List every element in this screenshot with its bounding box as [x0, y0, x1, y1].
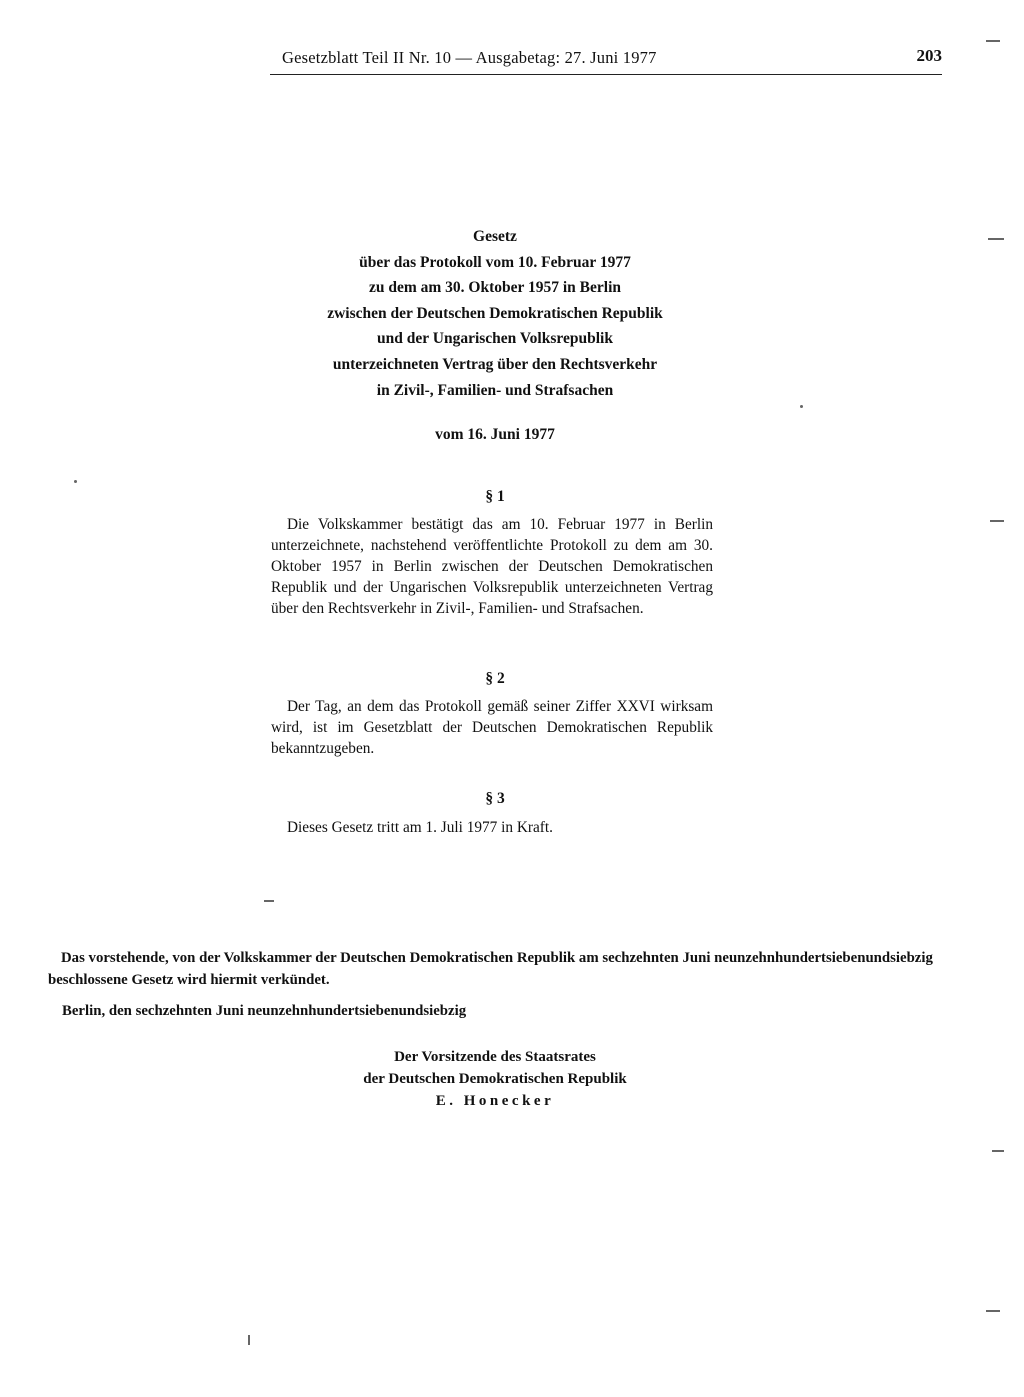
section-2-text [271, 696, 713, 759]
law-title-line: über das Protokoll vom 10. Februar 1977 [359, 253, 631, 271]
promulgation-body: Das vorstehende, von der Volkskammer der Deutschen Demokratischen Republik am sechzehnten Juni neunzehnhundertsiebenundsiebzig beschlossene Gesetz wird hiermit verkündet. [48, 950, 933, 988]
scan-speck [800, 405, 803, 408]
scan-speck [986, 40, 1000, 42]
section-1-text [271, 514, 713, 619]
section-3-heading: § 3 [485, 790, 505, 807]
signature-office: Der Vorsitzende des Staatsrates [394, 1049, 596, 1065]
signature-block [320, 1046, 670, 1112]
header-title: Gesetzblatt Teil II Nr. 10 — Ausgabetag: 27. Juni 1977 [282, 48, 657, 67]
law-date: vom 16. Juni 1977 [435, 426, 555, 443]
law-title-line: Gesetz [473, 228, 517, 245]
signature-state: der Deutschen Demokratischen Republik [363, 1071, 627, 1087]
law-title-line: in Zivil-, Familien- und Strafsachen [376, 381, 614, 399]
section-1-heading: § 1 [485, 488, 505, 505]
promulgation-text [48, 947, 948, 991]
law-title-line: zu dem am 30. Oktober 1957 in Berlin [368, 279, 622, 297]
scan-speck [992, 1150, 1004, 1152]
section-2-body: Der Tag, an dem das Protokoll gemäß seiner Ziffer XXVI wirksam wird, ist im Gesetzblatt der Deutschen Demokratischen Republik bekanntzugeben. [271, 698, 713, 757]
page-number: 203 [916, 46, 942, 65]
scan-speck [988, 238, 1004, 240]
place-date: Berlin, den sechzehnten Juni neunzehnhundertsiebenundsiebzig [62, 1003, 467, 1019]
scan-speck [74, 480, 77, 483]
scan-speck [248, 1335, 250, 1345]
law-title-line: unterzeichneten Vertrag über den Rechtsverkehr [332, 355, 658, 373]
law-title [250, 224, 740, 403]
section-2-heading: § 2 [485, 670, 505, 687]
page-header [270, 46, 942, 75]
scan-speck [990, 520, 1004, 522]
scan-speck [264, 900, 274, 902]
section-3-body: Dieses Gesetz tritt am 1. Juli 1977 in Kraft. [287, 819, 553, 836]
signer-name: E. Honecker [435, 1093, 555, 1109]
law-title-line: zwischen der Deutschen Demokratischen Republik [327, 304, 663, 322]
scan-speck [986, 1310, 1000, 1312]
section-3-text [271, 817, 713, 838]
section-1-body: Die Volkskammer bestätigt das am 10. Februar 1977 in Berlin unterzeichnete, nachstehend veröffentlichte Protokoll zu dem am 30. Oktober 1957 in Berlin zwischen der Deutschen Demokratischen Republik und der Ungarischen Volksrepublik unterzeichneten Vertrag über den Rechtsverkehr in Zivil-, Familien- und Strafsachen. [271, 516, 713, 617]
law-title-line: und der Ungarischen Volksrepublik [377, 330, 613, 348]
